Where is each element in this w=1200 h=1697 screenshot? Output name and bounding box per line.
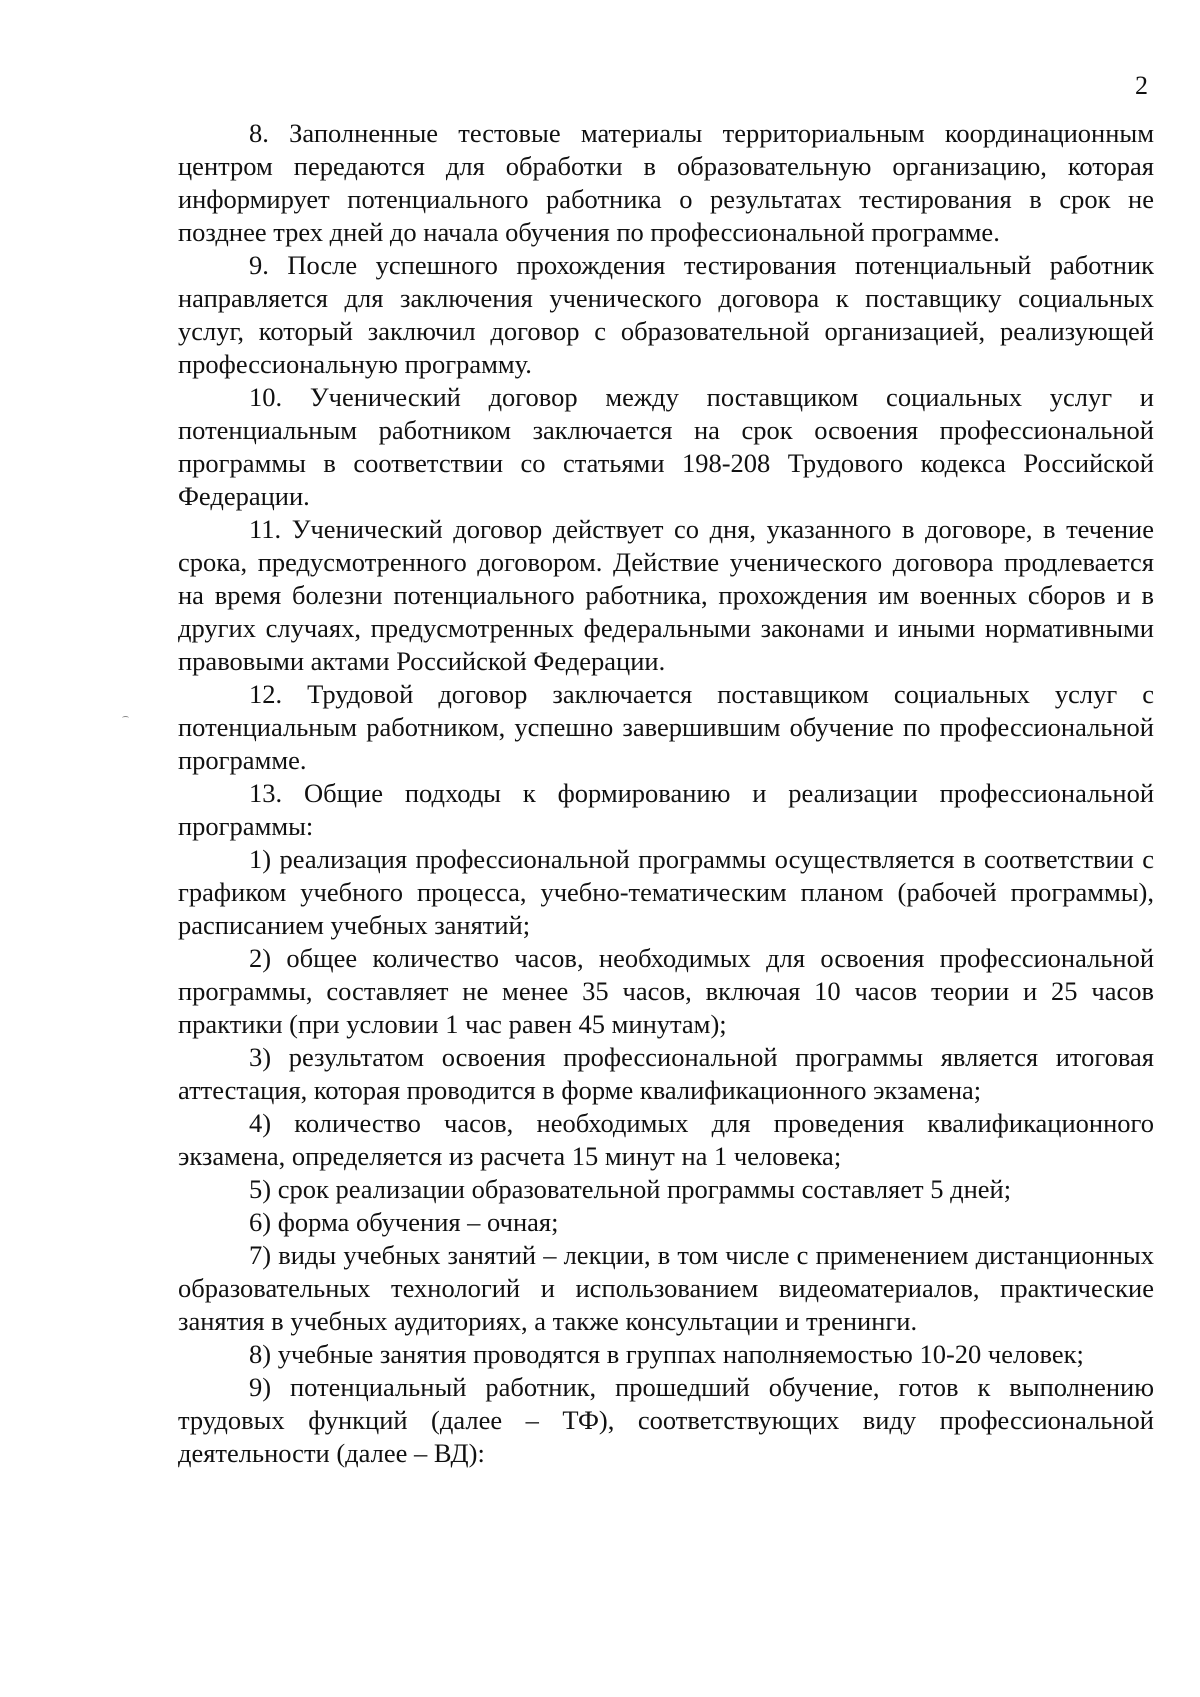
list-item-6: 6) форма обучения – очная; [249,1207,559,1237]
list-item-9: 9) потенциальный работник, прошедший обучение, готов к выполнению трудовых функций (далее – ТФ), соответствующих виду профессиональной деятельности (далее – ВД): [178,1372,1154,1468]
paragraph-13: 13. Общие подходы к формированию и реализации профессиональной программы: [178,778,1154,841]
list-item-3: 3) результатом освоения профессиональной программы является итоговая аттестация, которая проводится в форме квалификационного экзамена; [178,1042,1154,1105]
list-item-8: 8) учебные занятия проводятся в группах наполняемостью 10-20 человек; [249,1339,1084,1369]
paragraph-11: 11. Ученический договор действует со дня, указанного в договоре, в течение срока, предусмотренного договором. Действие ученического договора продлевается на время болезни потенциального работника, прохождения им военных сборов и в других случаях, предусмотренных федеральными законами и иными нормативными правовыми актами Российской Федерации. [178,514,1154,676]
paragraph-9: 9. После успешного прохождения тестирования потенциальный работник направляется для заключения ученического договора к поставщику социальных услуг, который заключил договор с образовательной организацией, реализующей профессиональную программу. [178,250,1154,379]
document-body [178,117,1154,1470]
list-item-7: 7) виды учебных занятий – лекции, в том числе с применением дистанционных образовательных технологий и использованием видеоматериалов, практические занятия в учебных аудиториях, а также консультации и тренинги. [178,1240,1154,1336]
list-item-1: 1) реализация профессиональной программы осуществляется в соответствии с графиком учебного процесса, учебно-тематическим планом (рабочей программы), расписанием учебных занятий; [178,844,1154,940]
page-number: 2 [1135,71,1148,100]
list-item-2: 2) общее количество часов, необходимых для освоения профессиональной программы, составляет не менее 35 часов, включая 10 часов теории и 25 часов практики (при условии 1 час равен 45 минутам); [178,943,1154,1039]
paragraph-12: 12. Трудовой договор заключается поставщиком социальных услуг с потенциальным работником, успешно завершившим обучение по профессиональной программе. [178,679,1154,775]
scan-artifact-mark [122,716,129,720]
list-item-4: 4) количество часов, необходимых для проведения квалификационного экзамена, определяется из расчета 15 минут на 1 человека; [178,1108,1154,1171]
list-item-5: 5) срок реализации образовательной программы составляет 5 дней; [249,1174,1012,1204]
paragraph-8: 8. Заполненные тестовые материалы территориальным координационным центром передаются для обработки в образовательную организацию, которая информирует потенциального работника о результатах тестирования в срок не позднее трех дней до начала обучения по профессиональной программе. [178,118,1154,247]
paragraph-10: 10. Ученический договор между поставщиком социальных услуг и потенциальным работником заключается на срок освоения профессиональной программы в соответствии со статьями 198-208 Трудового кодекса Российской Федерации. [178,382,1154,511]
